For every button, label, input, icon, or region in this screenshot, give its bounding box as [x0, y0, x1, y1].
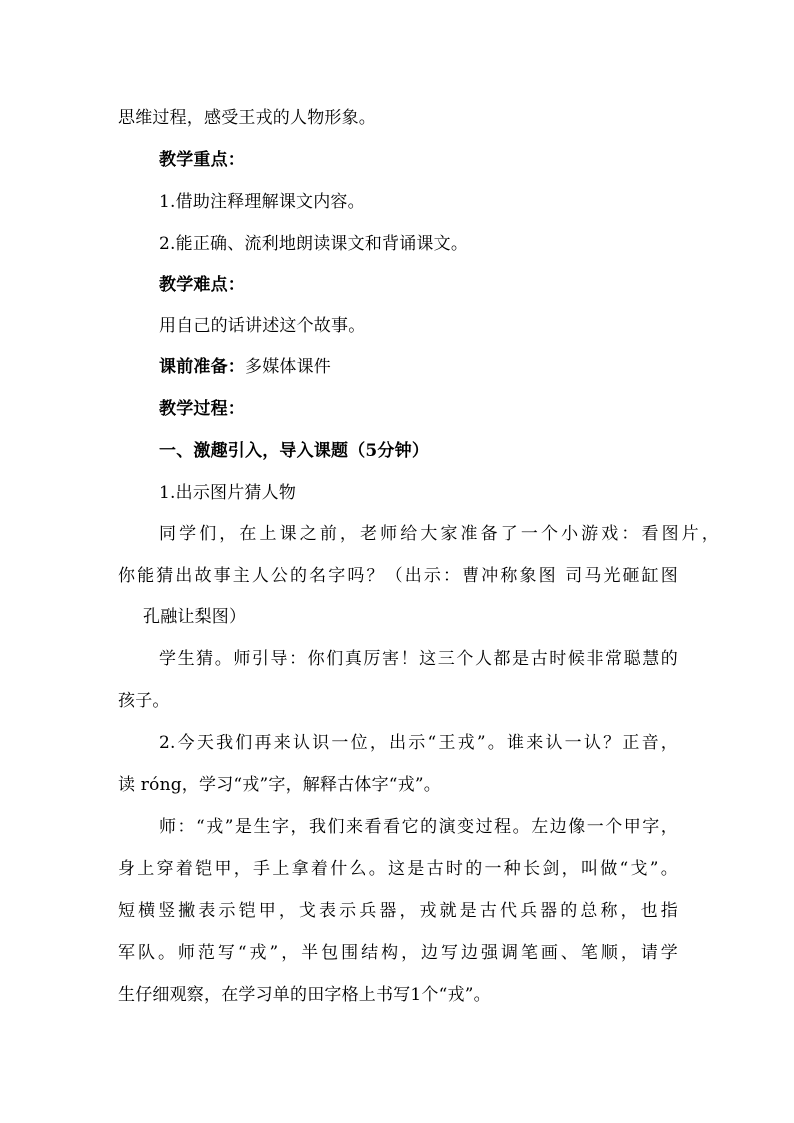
list-item: 2.能正确、流利地朗读课文和背诵课文。	[159, 234, 469, 254]
section-heading: 教学难点：	[159, 275, 245, 295]
paragraph-line: 生仔细观察，在学习单的田字格上书写1个“戎”。	[118, 985, 491, 1005]
section-heading: 一、激趣引入，导入课题（5分钟）	[159, 441, 430, 461]
paragraph-line: 你能猜出故事主人公的名字吗？（出示：曹冲称象图 司马光砸缸图	[118, 566, 678, 586]
paragraph-line: 用自己的话讲述这个故事。	[159, 316, 366, 336]
paragraph-line: 师：“戎”是生字，我们来看看它的演变过程。左边像一个甲字，	[159, 817, 678, 837]
prep-row	[159, 356, 331, 378]
paragraph-line: 思维过程，感受王戎的人物形象。	[118, 108, 376, 128]
section-heading: 教学重点：	[159, 150, 245, 170]
paragraph-line: 军队。师范写“戎”，半包围结构，边写边强调笔画、笔顺，请学	[118, 943, 678, 963]
paragraph-line: 短横竖撇表示铠甲，戈表示兵器，戎就是古代兵器的总称，也指	[118, 901, 678, 921]
paragraph-line: 学生猜。师引导：你们真厉害！这三个人都是古时候非常聪慧的	[159, 649, 678, 669]
paragraph-line: 孔融让梨图）	[143, 607, 247, 627]
paragraph-line: 同学们，在上课之前，老师给大家准备了一个小游戏：看图片，	[159, 524, 719, 544]
paragraph-line: 读 róng，学习“戎”字，解释古体字“戎”。	[118, 775, 441, 795]
list-item: 1.出示图片猜人物	[159, 483, 297, 503]
section-heading: 课前准备：	[159, 357, 245, 377]
paragraph-line: 孩子。	[118, 691, 170, 711]
prep-value: 多媒体课件	[245, 357, 331, 377]
list-item: 1.借助注释理解课文内容。	[159, 192, 365, 212]
paragraph-line: 身上穿着铠甲，手上拿着什么。这是古时的一种长剑，叫做“戈”。	[118, 859, 678, 879]
paragraph-line: 2.今天我们再来认识一位，出示“王戎”。谁来认一认？正音，	[159, 733, 678, 753]
section-heading: 教学过程：	[159, 399, 245, 419]
